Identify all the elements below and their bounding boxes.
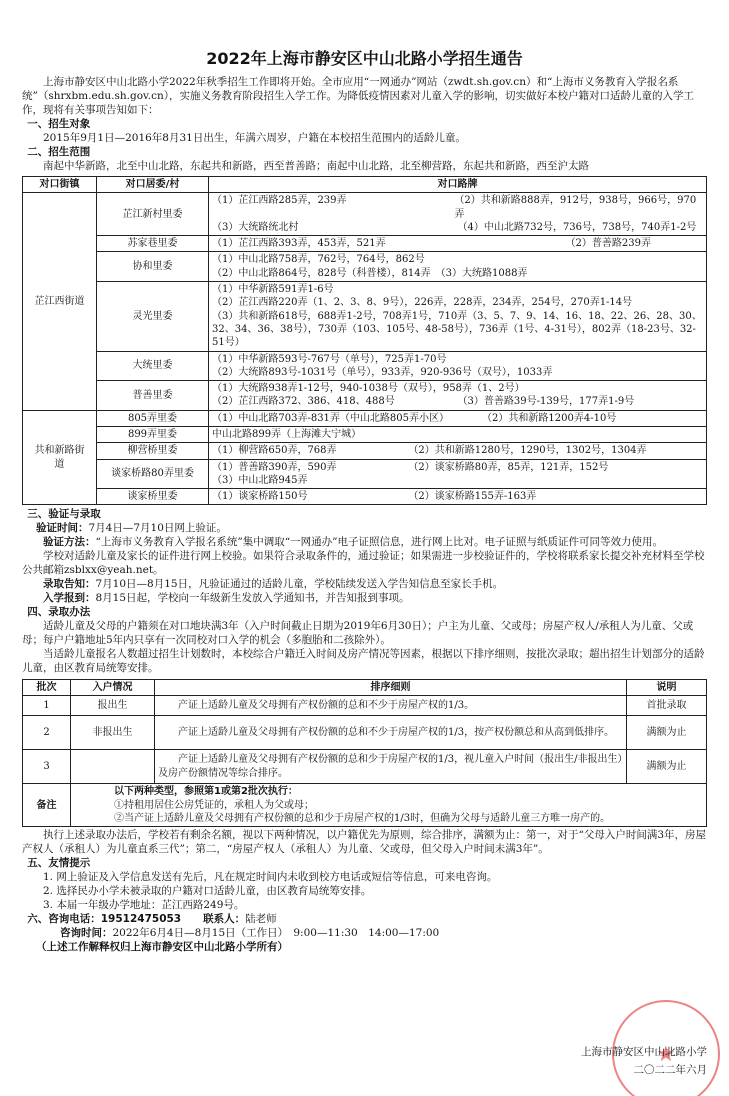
town-cell: 共和新路街道 [23,410,97,505]
committee-cell: 灵光里委 [97,282,209,351]
consult-time-label: 咨询时间： [60,926,113,939]
section-3-heading: 三、验证与录取 [27,508,101,521]
note-cell: 满额为止 [627,750,707,784]
remark-heading: 以下两种类型，参照第1或第2批次执行： [114,786,298,798]
batch-cell: 1 [23,696,71,716]
committee-cell: 899弄里委 [97,426,209,442]
rule-cell: 产证上适龄儿童及父母拥有产权份额的总和不少于房屋产权的1/3，按产权份额总和从高到低排序。 [155,716,627,750]
admit-notice-text: 7月10日—8月15日，凡验证通过的适龄儿童，学校陆续发送入学告知信息至家长手机。 [95,578,504,591]
committee-cell: 805弄里委 [97,410,209,426]
street-item: （1）芷江西路393弄，453弄，521弄 [212,238,386,250]
table-row [23,750,707,784]
column-header: 说明 [627,679,707,695]
street-cell [209,282,707,351]
batch-cell: 3 [23,750,71,784]
table-row [23,443,707,459]
report-notice-text: 8月15日起，学校向一年级新生发放入学通知书，并告知报到事项。 [95,592,410,605]
table-row [23,410,707,426]
street-cell [209,489,707,505]
table-row [23,426,707,442]
consult-time-text: 2022年6月4日—8月15日（工作日） 9:00—11:30 14:00—17:00 [112,926,440,939]
column-header: 对口居委/村 [97,176,209,192]
contact-label: 联系人： [203,912,246,925]
tip-item: 3. 本届一年级办学地址：芷江西路249号。 [43,898,245,911]
street-item: （2）共和新路1200弄4-10号 [482,412,617,424]
section-2-text: 南起中华新路，北至中山北路，东起共和新路，西至普善路；南起中山北路，北至柳营路，东起共和新路，西至沪太路 [43,159,589,172]
verify-method [22,536,707,550]
contact-name: 陆老师 [245,912,277,925]
section-6-heading [22,913,707,927]
table-row [23,252,707,282]
column-header: 排序细则 [155,679,627,695]
committee-cell: 苏家巷里委 [97,236,209,252]
verify-time-text: 7月4日—7月10日网上验证。 [88,522,227,535]
street-cell [209,351,707,381]
remark-item: ②当产证上适龄儿童及父母拥有产权份额的总和少于房屋产权的1/3时，但确为父母与适龄儿童三方唯一房产的。 [114,812,611,824]
street-item: （1）芷江西路285弄，239弄 [212,195,347,207]
street-item: （2）中山北路864号，828号（科普楼），814弄 （3）大统路1088弄 [212,267,528,279]
enrollment-range-table [22,176,707,506]
rule-cell: 产证上适龄儿童及父母拥有产权份额的总和不少于房屋产权的1/3。 [155,696,627,716]
column-header: 批次 [23,679,71,695]
section-4-paragraph-1: 适龄儿童及父母的户籍须在对口地块满3年（入户时间截止日期为2019年6月30日）；户主为儿童、父或母；房屋产权人/承租人为儿童、父或母；每户户籍地址5年内只享有一次同校对口入学的机会（多胞胎和二孩除外）。 [22,620,694,647]
street-item: （1）中山北路703弄-831弄（中山北路805弄小区） [212,412,450,424]
report-notice-label: 入学报到： [43,592,96,605]
section-2-heading: 二、招生范围 [27,146,91,159]
table-row [23,381,707,411]
section-1-heading: 一、招生对象 [27,118,91,131]
admit-notice [22,578,707,592]
verify-time-label: 验证时间： [36,522,89,535]
committee-cell: 普善里委 [97,381,209,411]
street-item: （3）中山北路945弄 [212,474,308,486]
status-cell [71,750,155,784]
street-item: （1）谈家桥路150号 [212,491,308,503]
note-cell: 满额为止 [627,716,707,750]
remark-cell [71,784,707,827]
verify-method-text: “上海市义务教育入学报名系统”集中调取“一网通办”电子证照信息，进行网上比对。电子证照与纸质证件可同等效力使用。 [95,536,663,549]
street-item: （1）柳营路650弄，768弄 [212,445,337,457]
street-item: （4）中山北路732号，736号，738号，740弄1-2号 [457,221,697,233]
committee-cell: 谈家桥路80弄里委 [97,459,209,489]
verify-time [22,522,707,536]
table-row [23,716,707,750]
street-cell [209,426,707,442]
status-cell: 报出生 [71,696,155,716]
column-header: 对口路牌 [209,176,707,192]
remark-label-cell: 备注 [23,784,71,827]
committee-cell: 大统里委 [97,351,209,381]
intro-paragraph: 上海市静安区中山北路小学2022年秋季招生工作即将开始。全市应用“一网通办”网站（zwdt.sh.gov.cn）和“上海市义务教育入学报名系统”（shrxbm.edu.sh.gov.cn），实施义务教育阶段招生入学工作。为降低疫情因素对儿童入学的影响，切实做好本校户籍对口适龄儿童的入学工作，现将有关事项告知如下： [22,76,694,117]
street-cell [209,252,707,282]
table-header-row [23,176,707,192]
note-cell: 首批录取 [627,696,707,716]
table-row [23,351,707,381]
street-item: （2）共和新路1280号，1290号，1302号，1304弄 [408,445,647,457]
street-item: （2）共和新路888弄，912号，938号，966号，970弄 [454,195,697,220]
street-item: （1）中华新路591弄1-6号 [212,284,334,296]
street-cell [209,236,707,252]
report-notice [22,592,707,606]
street-cell [209,410,707,426]
street-item: （2）大统路893号-1031号（单号），933弄，920-936号（双号），1033弄 [212,366,553,378]
batch-cell: 2 [23,716,71,750]
street-item: 中山北路899弄（上海滩大宁城） [212,428,362,440]
street-item: （2）谈家桥路80弄，85弄，121弄，152号 [408,461,609,473]
table-row [23,236,707,252]
table-row [23,696,707,716]
section-4-heading: 四、录取办法 [27,606,91,619]
section-1-text: 2015年9月1日—2016年8月31日出生，年满六周岁，户籍在本校招生范围内的适龄儿童。 [43,132,466,145]
street-item: （2）芷江西路372、386、418、488号 [212,396,395,408]
table-row [23,193,707,236]
street-item: （3）普善路39号-139号，177弄1-9号 [457,396,635,408]
committee-cell: 协和里委 [97,252,209,282]
verify-method-label: 验证方法： [43,536,96,549]
street-item: （3）共和新路618号，688弄1-2号，708弄1号，710弄（3、5、7、9、14、16、18、22、26、28、30、32、34、36、38号），730弄（103、105号、48-58号），736弄（1号、4-31号），802弄（18-23号、32-51号） [212,310,702,349]
admission-order-table [22,679,707,827]
school-signature: 上海市静安区中山北路小学 [581,1046,707,1058]
section-4-after-paragraph: 执行上述录取办法后，学校若有剩余名额，视以下两种情况，以户籍优先为原则，综合排序，满额为止：第一，对于“父母入户时间满3年，房屋产权人（承租人）为儿童直系三代”；第二，“房屋产权人（承租人）为儿童、父或母，但父母入户时间未满3年”。 [22,829,707,856]
remark-item: ①持租用居住公房凭证的，承租人为父或母； [114,799,314,811]
table-row [23,459,707,489]
column-header: 对口街镇 [23,176,97,192]
street-item: （1）大统路938弄1-12号，940-1038号（双号），958弄（1、2号） [212,383,525,395]
table-row [23,489,707,505]
tip-item: 1. 网上验证及入学信息发送有先后，凡在规定时间内未收到校方电话或短信等信息，可来电咨询。 [43,870,498,883]
table-row [23,784,707,827]
page-title: 2022年上海市静安区中山北路小学招生通告 [206,49,523,68]
street-cell [209,459,707,489]
street-item: （1）中山北路758弄，762号，764号，862号 [212,254,425,266]
rule-cell: 产证上适龄儿童及父母拥有产权份额的总和少于房屋产权的1/3，视儿童入户时间（报出生/非报出生）及房产份额情况等综合排序。 [155,750,627,784]
street-cell [209,381,707,411]
street-cell [209,443,707,459]
table-row [23,282,707,351]
signature-block [581,1044,707,1080]
committee-cell: 芷江新村里委 [97,193,209,236]
column-header: 入户情况 [71,679,155,695]
phone-label: 六、咨询电话： [27,912,101,925]
street-item: （3）大统路统北村 [212,221,299,233]
committee-cell: 谈家桥里委 [97,489,209,505]
street-item: （2）谈家桥路155弄-163弄 [408,491,537,503]
verify-extra: 学校对适龄儿童及家长的证件进行网上校验。如果符合录取条件的，通过验证；如果需进一步校验证件的，学校将联系家长提交补充材料至学校公共邮箱zsblxx@yeah.net。 [22,550,705,577]
street-item: （2）普善路239弄 [565,238,651,250]
town-cell: 芷江西街道 [23,193,97,410]
committee-cell: 柳营桥里委 [97,443,209,459]
street-cell [209,193,707,236]
section-4-paragraph-2: 当适龄儿童报名人数超过招生计划数时，本校综合户籍迁入时间及房产情况等因素，根据以下排序细则，按批次录取；超出招生计划部分的适龄儿童，由区教育局统筹安排。 [22,648,705,674]
street-item: （2）芷江西路220弄（1、2、3、8、9号），226弄，228弄，234弄，254号，270弄1-14号 [212,297,633,309]
section-5-heading: 五、友情提示 [27,857,91,869]
street-item: （1）中华新路593号-767号（单号），725弄1-70号 [212,353,447,365]
table-header-row [23,679,707,695]
tip-item: 2. 选择民办小学未被录取的户籍对口适龄儿童，由区教育局统筹安排。 [43,884,372,897]
phone-number: 19512475053 [100,912,182,925]
admit-notice-label: 录取告知： [43,578,96,591]
street-item: （1）普善路390弄，590弄 [212,461,337,473]
interpretation-note: （上述工作解释权归上海市静安区中山北路小学所有） [36,940,288,953]
status-cell: 非报出生 [71,716,155,750]
signature-date: 二〇二二年六月 [633,1063,707,1076]
consult-time [22,927,707,941]
